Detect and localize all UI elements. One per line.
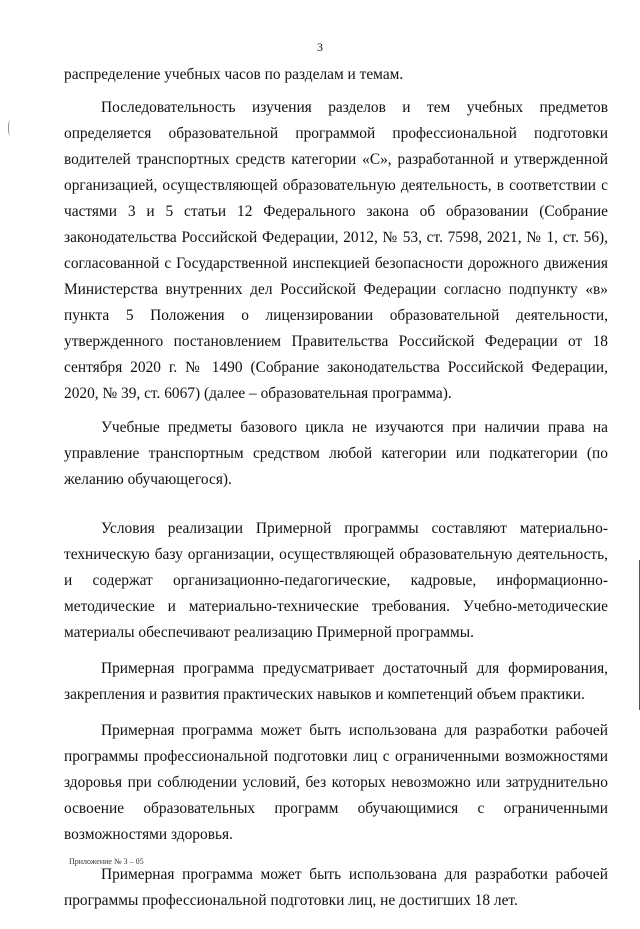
- paragraph-practice-volume: Примерная программа предусматривает достаточный для формирования, закрепления и развития практических навыков и компетенций объем практики.: [64, 660, 608, 703]
- page-number: 3: [317, 40, 323, 54]
- paragraph-disabilities: Примерная программа может быть использована для разработки рабочей программы профессиональной подготовки лиц с ограниченными возможностями здоровья при соблюдении условий, без которых невозможно или затруднительно освоение образовательных программ обучающимися с ограниченными возможностями здоровья.: [64, 722, 608, 843]
- paragraph-minors: Примерная программа может быть использована для разработки рабочей программы профессиональной подготовки лиц, не достигших 18 лет.: [64, 866, 608, 909]
- scan-margin-mark: [8, 120, 12, 136]
- paragraph-base-cycle: Учебные предметы базового цикла не изучаются при наличии права на управление транспортным средством любой категории или подкатегории (по желанию обучающегося).: [64, 419, 608, 488]
- paragraph-sequence-of-study: Последовательность изучения разделов и тем учебных предметов определяется образовательной программой профессиональной подготовки водителей транспортных средств категории «С», разработанной и утвержденной организацией, осуществляющей образовательную деятельность, в соответствии с частями 3 и 5 статьи 12 Федерального закона об образовании (Собрание законодательства Российской Федерации, 2012, № 53, ст. 7598, 2021, № 1, ст. 56), согласованной с Государственной инспекцией безопасности дорожного движения Министерства внутренних дел Российской Федерации согласно подпункту «в» пункта 5 Положения о лицензировании образовательной деятельности, утвержденного постановлением Правительства Российской Федерации от 18 сентября 2020 г. № 1490 (Собрание законодательства Российской Федерации, 2020, № 39, ст. 6067) (далее – образовательная программа).: [64, 99, 608, 402]
- paragraph-implementation-conditions: Условия реализации Примерной программы составляют материально-техническую базу организации, осуществляющей образовательную деятельность, и содержат организационно-педагогические, кадровые, информационно-методические и материально-технические требования. Учебно-методические материалы обеспечивают реализацию Примерной программы.: [64, 520, 608, 641]
- paragraph-continuation: распределение учебных часов по разделам и темам.: [64, 66, 404, 83]
- document-body: [64, 62, 608, 929]
- footer-appendix-label: Приложение № 3 – 05: [69, 857, 144, 866]
